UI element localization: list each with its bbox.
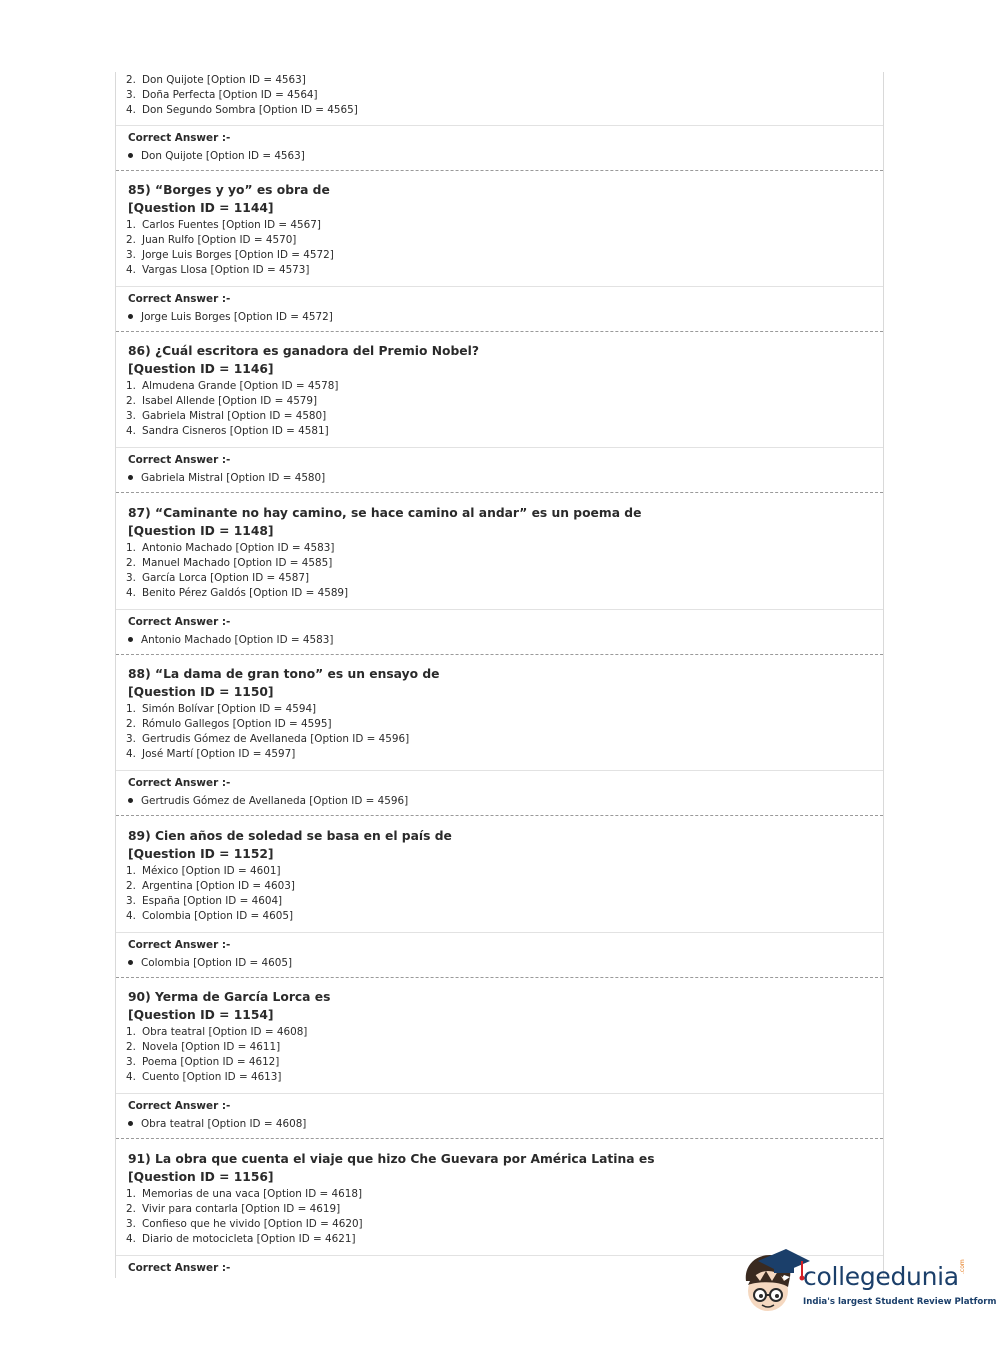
question-separator [116,331,883,332]
correct-answer-label: Correct Answer :- [128,1100,231,1112]
option-item: 1. Antonio Machado [Option ID = 4583] [126,542,335,554]
question-title: 85) “Borges y yo” es obra de [128,183,330,197]
logo-tagline: India's largest Student Review Platform [803,1297,997,1307]
option-item: 1. Carlos Fuentes [Option ID = 4567] [126,219,321,231]
option-item: 1. Memorias de una vaca [Option ID = 4618] [126,1188,363,1200]
bullet-icon [128,798,133,803]
option-item: 2. Juan Rulfo [Option ID = 4570] [126,234,297,246]
question-separator [116,977,883,978]
logo-suffix: .com [959,1259,966,1274]
question-title: 91) La obra que cuenta el viaje que hizo Che Guevara por América Latina es [128,1152,655,1166]
question-title: 89) Cien años de soledad se basa en el país de [128,829,452,843]
option-item: 2. Argentina [Option ID = 4603] [126,880,295,892]
correct-answer-label: Correct Answer :- [128,616,231,628]
correct-answer-label: Correct Answer :- [128,454,231,466]
divider [116,932,883,933]
correct-answer-label: Correct Answer :- [128,132,231,144]
option-item: 3. España [Option ID = 4604] [126,895,283,907]
question-id: [Question ID = 1150] [128,685,274,699]
option-item: 4. Diario de motocicleta [Option ID = 4621] [126,1233,356,1245]
option-item: 2. Vivir para contarla [Option ID = 4619] [126,1203,341,1215]
question-id: [Question ID = 1148] [128,524,274,538]
bullet-icon [128,637,133,642]
correct-answer: Obra teatral [Option ID = 4608] [128,1118,306,1130]
bullet-icon [128,314,133,319]
option-item: 3. Poema [Option ID = 4612] [126,1056,280,1068]
option-item: 2. Isabel Allende [Option ID = 4579] [126,395,318,407]
option-item: 2. Don Quijote [Option ID = 4563] [126,74,306,86]
question-separator [116,492,883,493]
bullet-icon [128,153,133,158]
option-item: 1. Obra teatral [Option ID = 4608] [126,1026,308,1038]
divider [116,125,883,126]
correct-answer: Gabriela Mistral [Option ID = 4580] [128,472,325,484]
divider [116,609,883,610]
option-item: 3. García Lorca [Option ID = 4587] [126,572,310,584]
divider [116,770,883,771]
option-item: 1. Simón Bolívar [Option ID = 4594] [126,703,317,715]
option-item: 3. Gabriela Mistral [Option ID = 4580] [126,410,327,422]
option-item: 4. Cuento [Option ID = 4613] [126,1071,282,1083]
logo-wordmark: collegedunia [803,1262,959,1291]
question-sheet [115,72,884,1278]
question-separator [116,815,883,816]
question-id: [Question ID = 1144] [128,201,274,215]
correct-answer: Colombia [Option ID = 4605] [128,957,292,969]
question-id: [Question ID = 1146] [128,362,274,376]
question-separator [116,170,883,171]
option-item: 4. Sandra Cisneros [Option ID = 4581] [126,425,329,437]
option-item: 2. Novela [Option ID = 4611] [126,1041,281,1053]
correct-answer-label: Correct Answer :- [128,939,231,951]
option-item: 3. Confieso que he vivido [Option ID = 4620] [126,1218,363,1230]
option-item: 3. Jorge Luis Borges [Option ID = 4572] [126,249,334,261]
option-item: 3. Doña Perfecta [Option ID = 4564] [126,89,318,101]
correct-answer: Antonio Machado [Option ID = 4583] [128,634,333,646]
question-title: 88) “La dama de gran tono” es un ensayo de [128,667,440,681]
option-item: 4. Vargas Llosa [Option ID = 4573] [126,264,310,276]
option-item: 4. Colombia [Option ID = 4605] [126,910,294,922]
question-title: 90) Yerma de García Lorca es [128,990,331,1004]
question-title: 86) ¿Cuál escritora es ganadora del Premio Nobel? [128,344,479,358]
correct-answer: Gertrudis Gómez de Avellaneda [Option ID = 4596] [128,795,408,807]
option-item: 4. Benito Pérez Galdós [Option ID = 4589] [126,587,349,599]
option-item: 2. Rómulo Gallegos [Option ID = 4595] [126,718,332,730]
option-item: 4. Don Segundo Sombra [Option ID = 4565] [126,104,358,116]
option-item: 1. Almudena Grande [Option ID = 4578] [126,380,339,392]
bullet-icon [128,960,133,965]
option-item: 1. México [Option ID = 4601] [126,865,281,877]
correct-answer-label: Correct Answer :- [128,293,231,305]
correct-answer: Jorge Luis Borges [Option ID = 4572] [128,311,333,323]
question-id: [Question ID = 1156] [128,1170,274,1184]
option-item: 2. Manuel Machado [Option ID = 4585] [126,557,333,569]
option-item: 4. José Martí [Option ID = 4597] [126,748,296,760]
question-id: [Question ID = 1152] [128,847,274,861]
divider [116,1093,883,1094]
bullet-icon [128,475,133,480]
correct-answer-label: Correct Answer :- [128,1262,231,1274]
question-title: 87) “Caminante no hay camino, se hace camino al andar” es un poema de [128,506,642,520]
divider [116,447,883,448]
option-item: 3. Gertrudis Gómez de Avellaneda [Option ID = 4596] [126,733,410,745]
bullet-icon [128,1121,133,1126]
correct-answer: Don Quijote [Option ID = 4563] [128,150,305,162]
question-separator [116,1138,883,1139]
correct-answer-label: Correct Answer :- [128,777,231,789]
question-separator [116,654,883,655]
divider [116,286,883,287]
question-id: [Question ID = 1154] [128,1008,274,1022]
